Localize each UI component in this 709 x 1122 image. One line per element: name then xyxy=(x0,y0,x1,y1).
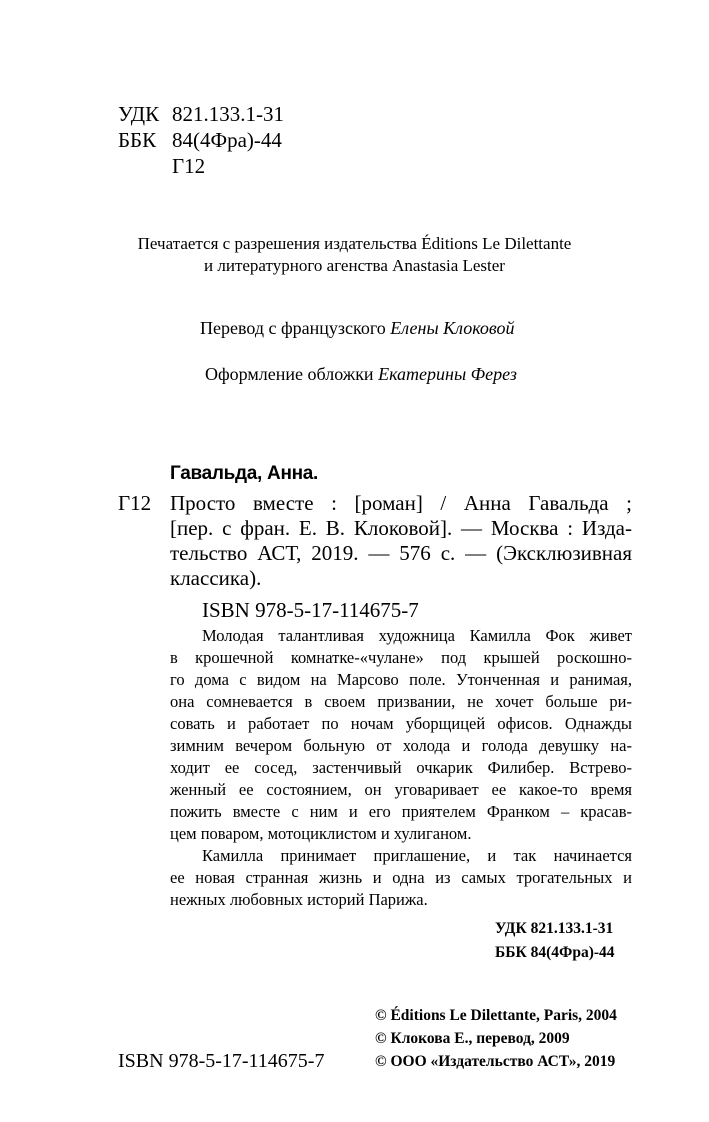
bib-line: тельство АСТ, 2019. — 576 с. — (Эксклюзивная xyxy=(170,541,632,565)
translation-prefix: Перевод с французского xyxy=(200,318,386,338)
udk-line xyxy=(118,101,284,127)
translator-name: Елены Клоковой xyxy=(390,318,515,338)
annotation-line: она сомневается в своем призвании, не хочет больше ри- xyxy=(170,692,632,711)
bib-sign: Г12 xyxy=(118,491,152,515)
bib-line: Просто вместе : [роман] / Анна Гавальда ; xyxy=(170,491,632,515)
author-sign: Г12 xyxy=(172,154,206,178)
cover-designer-name: Екатерины Ферез xyxy=(378,364,517,384)
copyright-line: © ООО «Издательство АСТ», 2019 xyxy=(375,1053,616,1070)
bbk-label: ББК xyxy=(118,128,157,152)
annotation-line: зимним вечером больную от холода и голода девушку на- xyxy=(170,736,632,755)
udk-label: УДК xyxy=(118,102,160,126)
annotation-line: го дома с видом на Марсово поле. Утонченная и ранимая, xyxy=(170,670,632,689)
annotation-line: Камилла принимает приглашение, и так начинается xyxy=(202,846,632,865)
annotation-line: Молодая талантливая художница Камилла Фок живет xyxy=(202,626,632,645)
annotation-line: нежных любовных историй Парижа. xyxy=(170,890,428,909)
annotation-line: ходит ее сосед, застенчивый очкарик Филибер. Встрево- xyxy=(170,758,632,777)
udk-value: 821.133.1-31 xyxy=(172,102,284,126)
annotation-line: в крошечной комнатке-«чулане» под крышей роскошно- xyxy=(170,648,632,667)
bbk-code: ББК 84(4Фра)-44 xyxy=(495,944,615,961)
author-heading: Гавальда, Анна. xyxy=(170,463,319,484)
annotation-line: ее новая странная жизнь и одна из самых трогательных и xyxy=(170,868,632,887)
udk-code: УДК 821.133.1-31 xyxy=(495,920,614,937)
annotation-line: пожить вместе с ним и его приятелем Франком – красав- xyxy=(170,802,632,821)
permission-line-2: и литературного агенства Anastasia Lester xyxy=(204,256,505,275)
bbk-line xyxy=(118,127,282,153)
cover-credit xyxy=(205,364,517,385)
isbn-footer: ISBN 978-5-17-114675-7 xyxy=(118,1050,325,1072)
annotation-line: совать и работает по ночам уборщицей офисов. Однажды xyxy=(170,714,632,733)
bbk-value: 84(4Фра)-44 xyxy=(172,128,282,152)
isbn-main: ISBN 978-5-17-114675-7 xyxy=(202,598,419,622)
bib-line: классика). xyxy=(170,566,262,590)
cover-prefix: Оформление обложки xyxy=(205,364,374,384)
copyright-line: © Éditions Le Dilettante, Paris, 2004 xyxy=(375,1007,617,1024)
permission-line-1: Печатается с разрешения издательства Éditions Le Dilettante xyxy=(137,234,572,253)
annotation-line: цем поваром, мотоциклистом и хулиганом. xyxy=(170,824,472,843)
annotation-line: женный ее состоянием, он уговаривает ее какое-то время xyxy=(170,780,632,799)
bib-line: [пер. с фран. Е. В. Клоковой]. — Москва : Изда- xyxy=(170,516,632,540)
translation-credit xyxy=(200,318,515,339)
copyright-line: © Клокова Е., перевод, 2009 xyxy=(375,1030,570,1047)
